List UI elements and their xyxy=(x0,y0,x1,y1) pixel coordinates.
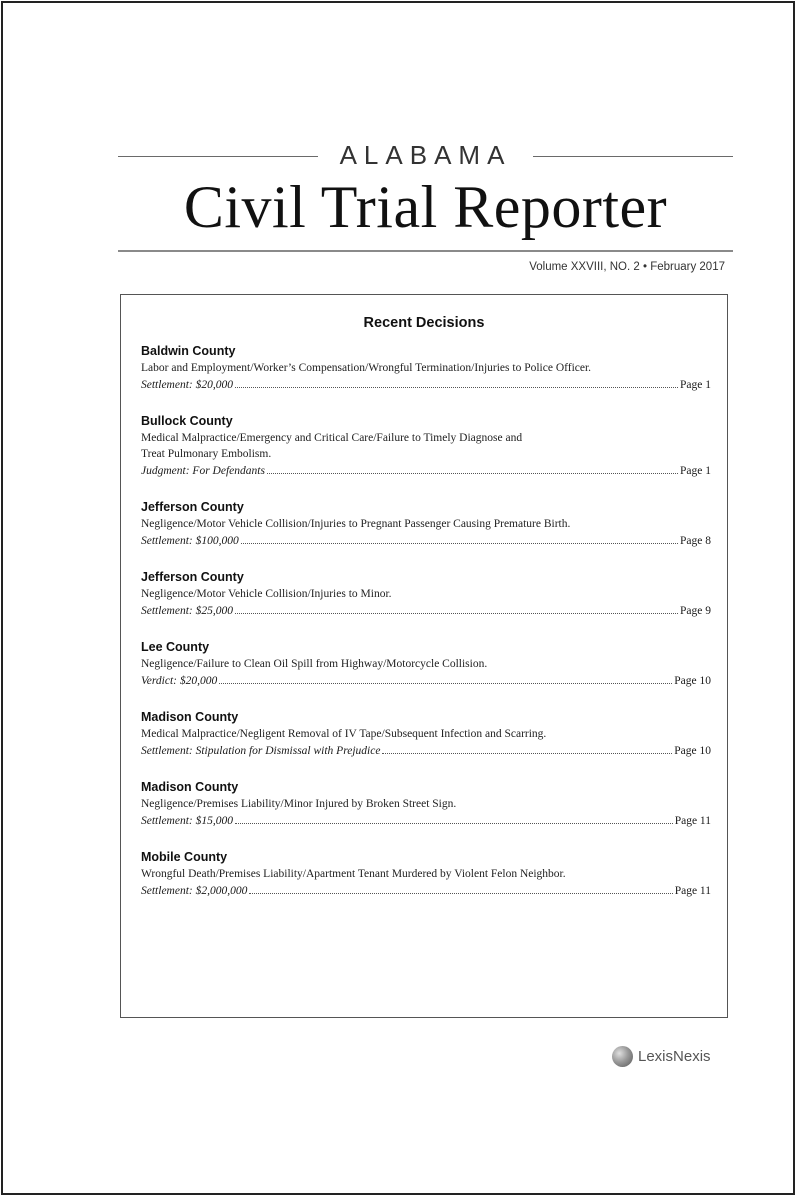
decision-entry xyxy=(141,849,711,900)
dot-leader xyxy=(249,882,672,894)
county-name: Lee County xyxy=(141,640,210,654)
contents-heading: Recent Decisions xyxy=(363,315,485,331)
page-reference: Page 8 xyxy=(680,535,711,547)
county-name: Mobile County xyxy=(141,850,228,864)
masthead-divider xyxy=(118,250,733,252)
case-result: Judgment: For Defendants xyxy=(141,465,265,477)
publication-title: Civil Trial Reporter xyxy=(183,174,668,240)
result-row xyxy=(141,376,711,394)
case-result: Settlement: $100,000 xyxy=(141,535,239,547)
county-name: Baldwin County xyxy=(141,344,236,358)
dot-leader xyxy=(382,742,672,754)
case-result: Settlement: $25,000 xyxy=(141,605,233,617)
decision-entry xyxy=(141,569,711,620)
page-reference: Page 11 xyxy=(674,815,711,827)
case-description: Negligence/Failure to Clean Oil Spill from Highway/Motorcycle Collision. xyxy=(141,658,488,670)
decision-entry xyxy=(141,709,711,760)
county-name: Jefferson County xyxy=(141,570,244,584)
page-reference: Page 1 xyxy=(680,465,711,477)
decision-entry xyxy=(141,499,711,550)
dot-leader xyxy=(235,602,678,614)
page-reference: Page 9 xyxy=(680,605,711,617)
case-description: Negligence/Motor Vehicle Collision/Injuries to Pregnant Passenger Causing Premature Birth. xyxy=(141,518,571,530)
case-result: Verdict: $20,000 xyxy=(141,675,218,687)
case-description: Negligence/Premises Liability/Minor Injured by Broken Street Sign. xyxy=(141,798,457,810)
issue-info: Volume XXVIII, NO. 2 • February 2017 xyxy=(529,261,725,273)
dot-leader xyxy=(235,812,673,824)
result-row xyxy=(141,882,711,900)
dot-leader xyxy=(241,532,678,544)
case-description: Wrongful Death/Premises Liability/Apartment Tenant Murdered by Violent Felon Neighbor. xyxy=(141,868,566,880)
masthead-rule-right xyxy=(533,156,733,157)
county-name: Bullock County xyxy=(141,414,233,428)
result-row xyxy=(141,462,711,480)
result-row xyxy=(141,532,711,550)
decision-entry xyxy=(141,343,711,394)
result-row xyxy=(141,742,711,760)
page-reference: Page 10 xyxy=(674,745,711,757)
case-description: Labor and Employment/Worker’s Compensation/Wrongful Termination/Injuries to Police Officer. xyxy=(141,362,592,374)
case-result: Settlement: $15,000 xyxy=(141,815,233,827)
dot-leader xyxy=(267,462,678,474)
masthead-top-row xyxy=(118,138,733,174)
result-row xyxy=(141,672,711,690)
case-description: Medical Malpractice/Negligent Removal of IV Tape/Subsequent Infection and Scarring. xyxy=(141,728,547,740)
page-reference: Page 10 xyxy=(674,675,711,687)
publisher-logo xyxy=(612,1044,711,1068)
publisher-name: LexisNexis xyxy=(638,1047,711,1065)
county-name: Madison County xyxy=(141,780,239,794)
decision-entry xyxy=(141,639,711,690)
decision-entry xyxy=(141,779,711,830)
decision-list xyxy=(141,343,711,919)
case-result: Settlement: $20,000 xyxy=(141,379,233,391)
dot-leader xyxy=(219,672,672,684)
county-name: Jefferson County xyxy=(141,500,244,514)
case-result: Settlement: $2,000,000 xyxy=(141,885,248,897)
dot-leader xyxy=(235,376,678,388)
decision-entry xyxy=(141,413,711,480)
page-reference: Page 11 xyxy=(674,885,711,897)
page-reference: Page 1 xyxy=(680,379,711,391)
case-description: Medical Malpractice/Emergency and Critical Care/Failure to Timely Diagnose and xyxy=(141,432,523,444)
contents-box xyxy=(120,294,728,1018)
case-description: Negligence/Motor Vehicle Collision/Injuries to Minor. xyxy=(141,588,392,600)
globe-icon xyxy=(612,1046,633,1067)
case-description: Treat Pulmonary Embolism. xyxy=(141,448,272,460)
result-row xyxy=(141,812,711,830)
result-row xyxy=(141,602,711,620)
county-name: Madison County xyxy=(141,710,239,724)
case-result: Settlement: Stipulation for Dismissal with Prejudice xyxy=(141,745,381,757)
state-name: ALABAMA xyxy=(339,140,512,170)
